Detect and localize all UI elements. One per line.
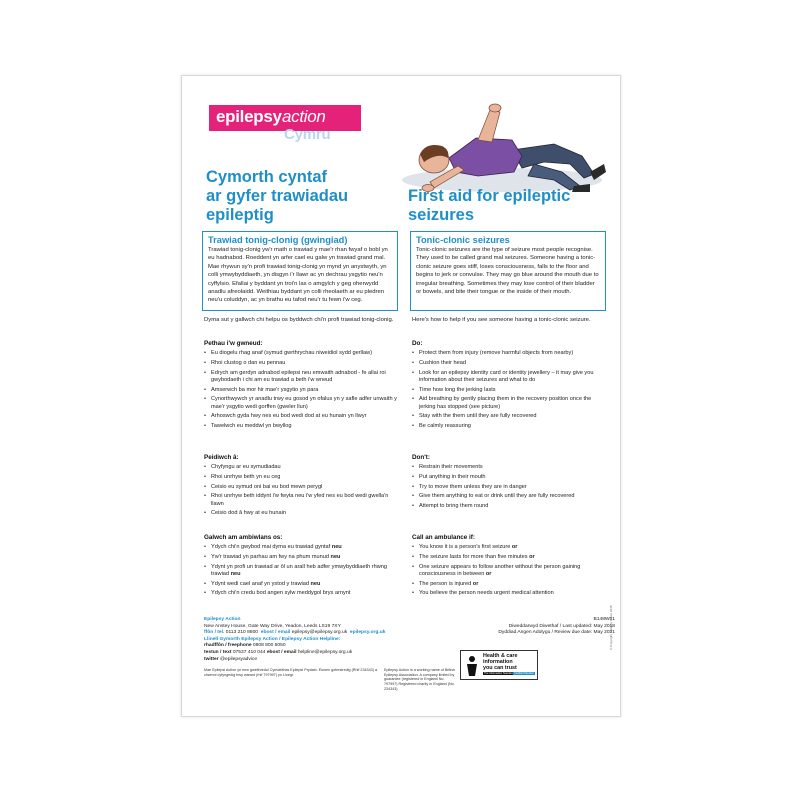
badge-sub: The Information Standard: [484, 672, 514, 675]
list-item: • Protect them from injury (remove harmful objects from nearby): [412, 350, 608, 357]
list-item: • Ceisio eu symud oni bai eu bod mewn perygl: [204, 484, 400, 491]
welsh-title-line: epileptig: [206, 206, 274, 224]
list-item: • Put anything in their mouth: [412, 474, 608, 481]
list-item: • Ydynt wedi cael anaf yn ystod y trawiad neu: [204, 581, 400, 588]
list-item: • Cynorthwywch yr anadlu trwy eu gosod yn ofalus yn y safle adfer unwaith y mae'r ysgytio wedi gorffen (gweler llun): [204, 396, 400, 410]
list-item: • Rhoi unrhyw beth iddynt i'w fwyta neu i'w yfed nes eu bod wedi gwella'n llawn: [204, 493, 400, 507]
welsh-dont-list: [204, 464, 400, 518]
contact-block: [204, 617, 414, 663]
english-do-heading: Do:: [412, 340, 423, 347]
english-dont-section: [412, 454, 608, 513]
list-item: • You know it is a person's first seizure or: [412, 544, 608, 551]
logo-word-epilepsy: epilepsy: [216, 107, 282, 126]
review-date: Dyddiad Angen Adolygu / Review due date: May 2021: [498, 630, 615, 636]
english-do-list: [412, 350, 608, 430]
welsh-title-line: ar gyfer trawiadau: [206, 187, 349, 205]
list-item: • Ceisio dod â hwy at eu hunain: [204, 510, 400, 517]
list-item: • Ydych chi'n gwybod mai dyma eu trawiad gyntaf neu: [204, 544, 400, 551]
email-link[interactable]: epilepsy@epilepsy.org.uk: [291, 630, 348, 636]
list-item: • Amserwch ba mor hir mae'r ysgytio yn para: [204, 387, 400, 394]
welsh-title-line: Cymorth cyntaf: [206, 168, 328, 186]
legal-english: Epilepsy Action is a working name of British Epilepsy Association. A company limited by guarantee (registered in England No. 797997) Registered charity in England (No. 234343): [384, 668, 456, 691]
english-dont-heading: Don't:: [412, 454, 430, 461]
badge-member: Certified Member: [514, 672, 534, 675]
badge-text: Health & care information you can trust: [483, 653, 518, 671]
english-ambulance-heading: Call an ambulance if:: [412, 534, 475, 541]
english-intro: Here's how to help if you see someone having a tonic-clonic seizure.: [412, 317, 591, 323]
list-item: • Restrain their movements: [412, 464, 608, 471]
list-item: • You believe the person needs urgent medical attention: [412, 590, 608, 597]
english-do-section: [412, 340, 608, 433]
english-title-line: seizures: [408, 206, 475, 224]
list-item: • Be calmly reassuring: [412, 423, 608, 430]
list-item: • Cushion their head: [412, 360, 608, 367]
welsh-ambulance-list: [204, 544, 400, 598]
welsh-box-text: Trawiad tonig-clonig yw'r math o trawiad y mae'r rhan fwyaf o bobl yn eu hadnabod. Roeddent yn arfer cael eu galw yn trawiad grand mal. Mae rhywun sy'n profi trawiad tonig-clonig yn mynd yn anystwyth, yn colli ymwybyddiaeth, yn disgyn i'r llawr ac yn dechrau ysgytio neu'n cyffylsio. Efallai y byddant yn troi'n las o amgylch y geg oherwydd anadlu afreolaidd. Weithiau byddant yn colli rheolaeth ar eu pledren neu'u coluddyn, ac yn brathu eu tafod neu'r tu fewn i'w ceg.: [208, 247, 388, 304]
list-item: • Try to move them unless they are in danger: [412, 484, 608, 491]
org-address: New Anstey House, Gate Way Drive, Yeadon, Leeds LS19 7XY: [204, 623, 341, 629]
welsh-do-section: [204, 340, 400, 433]
list-item: • Yw'r trawiad yn parhau am fwy na phum munud neu: [204, 554, 400, 561]
english-dont-list: [412, 464, 608, 510]
helpline-title: Llinell Gymorth Epilepsy Action / Epilepsy Action Helpline:: [204, 636, 341, 642]
english-box-text: Tonic-clonic seizures are the type of seizure most people recognise. They used to be called grand mal seizures. Someone having a tonic-clonic seizure goes stiff, loses consciousness, falls to the floor and begins to jerk or convulse. They may go blue around the mouth due to irregular breathing. Sometimes they may lose control of their bladder or bowels, and bite their tongue or the inside of their mouth.: [416, 247, 599, 296]
list-item: • Ydych chi'n credu bod angen sylw meddygol brys arnynt: [204, 590, 400, 597]
english-box-heading: Tonic-clonic seizures: [416, 235, 510, 245]
welsh-ambulance-heading: Galwch am ambiwlans os:: [204, 534, 283, 541]
list-item: • Tawelwch eu meddwl yn bwyllog: [204, 423, 400, 430]
document-meta: [465, 617, 615, 637]
welsh-dont-heading: Peidiwch â:: [204, 454, 239, 461]
last-updated: Diweddarwyd Diwethaf / Last updated: May 2018: [508, 623, 615, 629]
english-info-box: [410, 231, 606, 311]
health-care-badge: [460, 650, 538, 680]
welsh-box-heading: Trawiad tonig-clonig (gwingiad): [208, 235, 348, 245]
leaflet-page: [181, 75, 621, 717]
list-item: • Time how long the jerking lasts: [412, 387, 608, 394]
list-item: • Eu diogelu rhag anaf (symud gwrthrychau niweidiol sydd gerllaw): [204, 350, 400, 357]
legal-welsh: Mae Epilepsi Action yn enw gweithredol Cymdeithas Epilepsi Prydain. Elusen gofrestredig (Rhif 234343) a chwmni cyfyngedig trwy warant (rhif 797997) yn Lloegr.: [204, 668, 377, 677]
welsh-dont-section: [204, 454, 400, 520]
list-item: • The seizure lasts for more than five minutes or: [412, 554, 608, 561]
list-item: • Look for an epilepsy identity card or identity jewellery – it may give you information about their seizures and what to do: [412, 370, 608, 384]
helpline-email-link[interactable]: helpline@epilepsy.org.uk: [297, 649, 353, 655]
freephone-line: rhadffôn / freephone 0808 800 5050: [204, 643, 286, 649]
list-item: • The person is injured or: [412, 581, 608, 588]
list-item: • One seizure appears to follow another without the person gaining consciousness in between or: [412, 564, 608, 578]
copyright-vertical: © Copyright Epilepsy Action 2018: [609, 605, 613, 650]
text-line: testun / text 07537 410 044 ebost / email helpline@epilepsy.org.uk: [204, 649, 353, 655]
welsh-info-box: [202, 231, 398, 311]
list-item: • Rhoi unrhyw beth yn eu ceg: [204, 474, 400, 481]
twitter-link[interactable]: @epilepsyadvice: [220, 656, 258, 662]
welsh-title: [206, 168, 396, 225]
list-item: • Give them anything to eat or drink until they are fully recovered: [412, 493, 608, 500]
english-ambulance-list: [412, 544, 608, 598]
english-ambulance-section: [412, 534, 608, 600]
list-item: • Arhoswch gyda hwy nes eu bod wedi dod at eu hunain yn llwyr: [204, 413, 400, 420]
welsh-do-list: [204, 350, 400, 430]
list-item: • Attempt to bring them round: [412, 503, 608, 510]
document-code: B148W01: [593, 617, 615, 622]
list-item: • Chyfyngu ar eu symudiadau: [204, 464, 400, 471]
contact-line: ffôn / tel. 0113 210 8800 ebost / email epilepsy@epilepsy.org.uk epilepsy.org.uk: [204, 630, 386, 636]
website-link[interactable]: epilepsy.org.uk: [349, 630, 386, 636]
information-standard-icon: [464, 655, 480, 677]
twitter-line: twitter @epilepsyadvice: [204, 656, 258, 662]
english-title: [408, 187, 613, 225]
logo-word-action: action: [282, 107, 326, 126]
welsh-intro: Dyma sut y gallwch chi helpu os byddwch chi'n profi trawiad tonig-clonig.: [204, 317, 394, 323]
english-title-line: First aid for epileptic: [408, 187, 571, 205]
welsh-do-heading: Pethau i'w gwneud:: [204, 340, 263, 347]
list-item: • Edrych am gerdyn adnabod epilepsi neu emwaith adnabod - fe allai roi gwybodaeth i chi am eu trawiad a beth i'w wneud: [204, 370, 400, 384]
welsh-ambulance-section: [204, 534, 400, 600]
logo-word-cymru: Cymru: [284, 126, 331, 143]
org-name: Epilepsy Action: [204, 617, 241, 622]
list-item: • Stay with the them until they are fully recovered: [412, 413, 608, 420]
list-item: • Ydynt yn profi un trawiad ar ôl un arall heb adfer ymwybyddiaeth rhwng trawiad neu: [204, 564, 400, 578]
list-item: • Aid breathing by gently placing them in the recovery position once the jerking has stopped (see picture): [412, 396, 608, 410]
list-item: • Rhoi clustog o dan eu pennau: [204, 360, 400, 367]
